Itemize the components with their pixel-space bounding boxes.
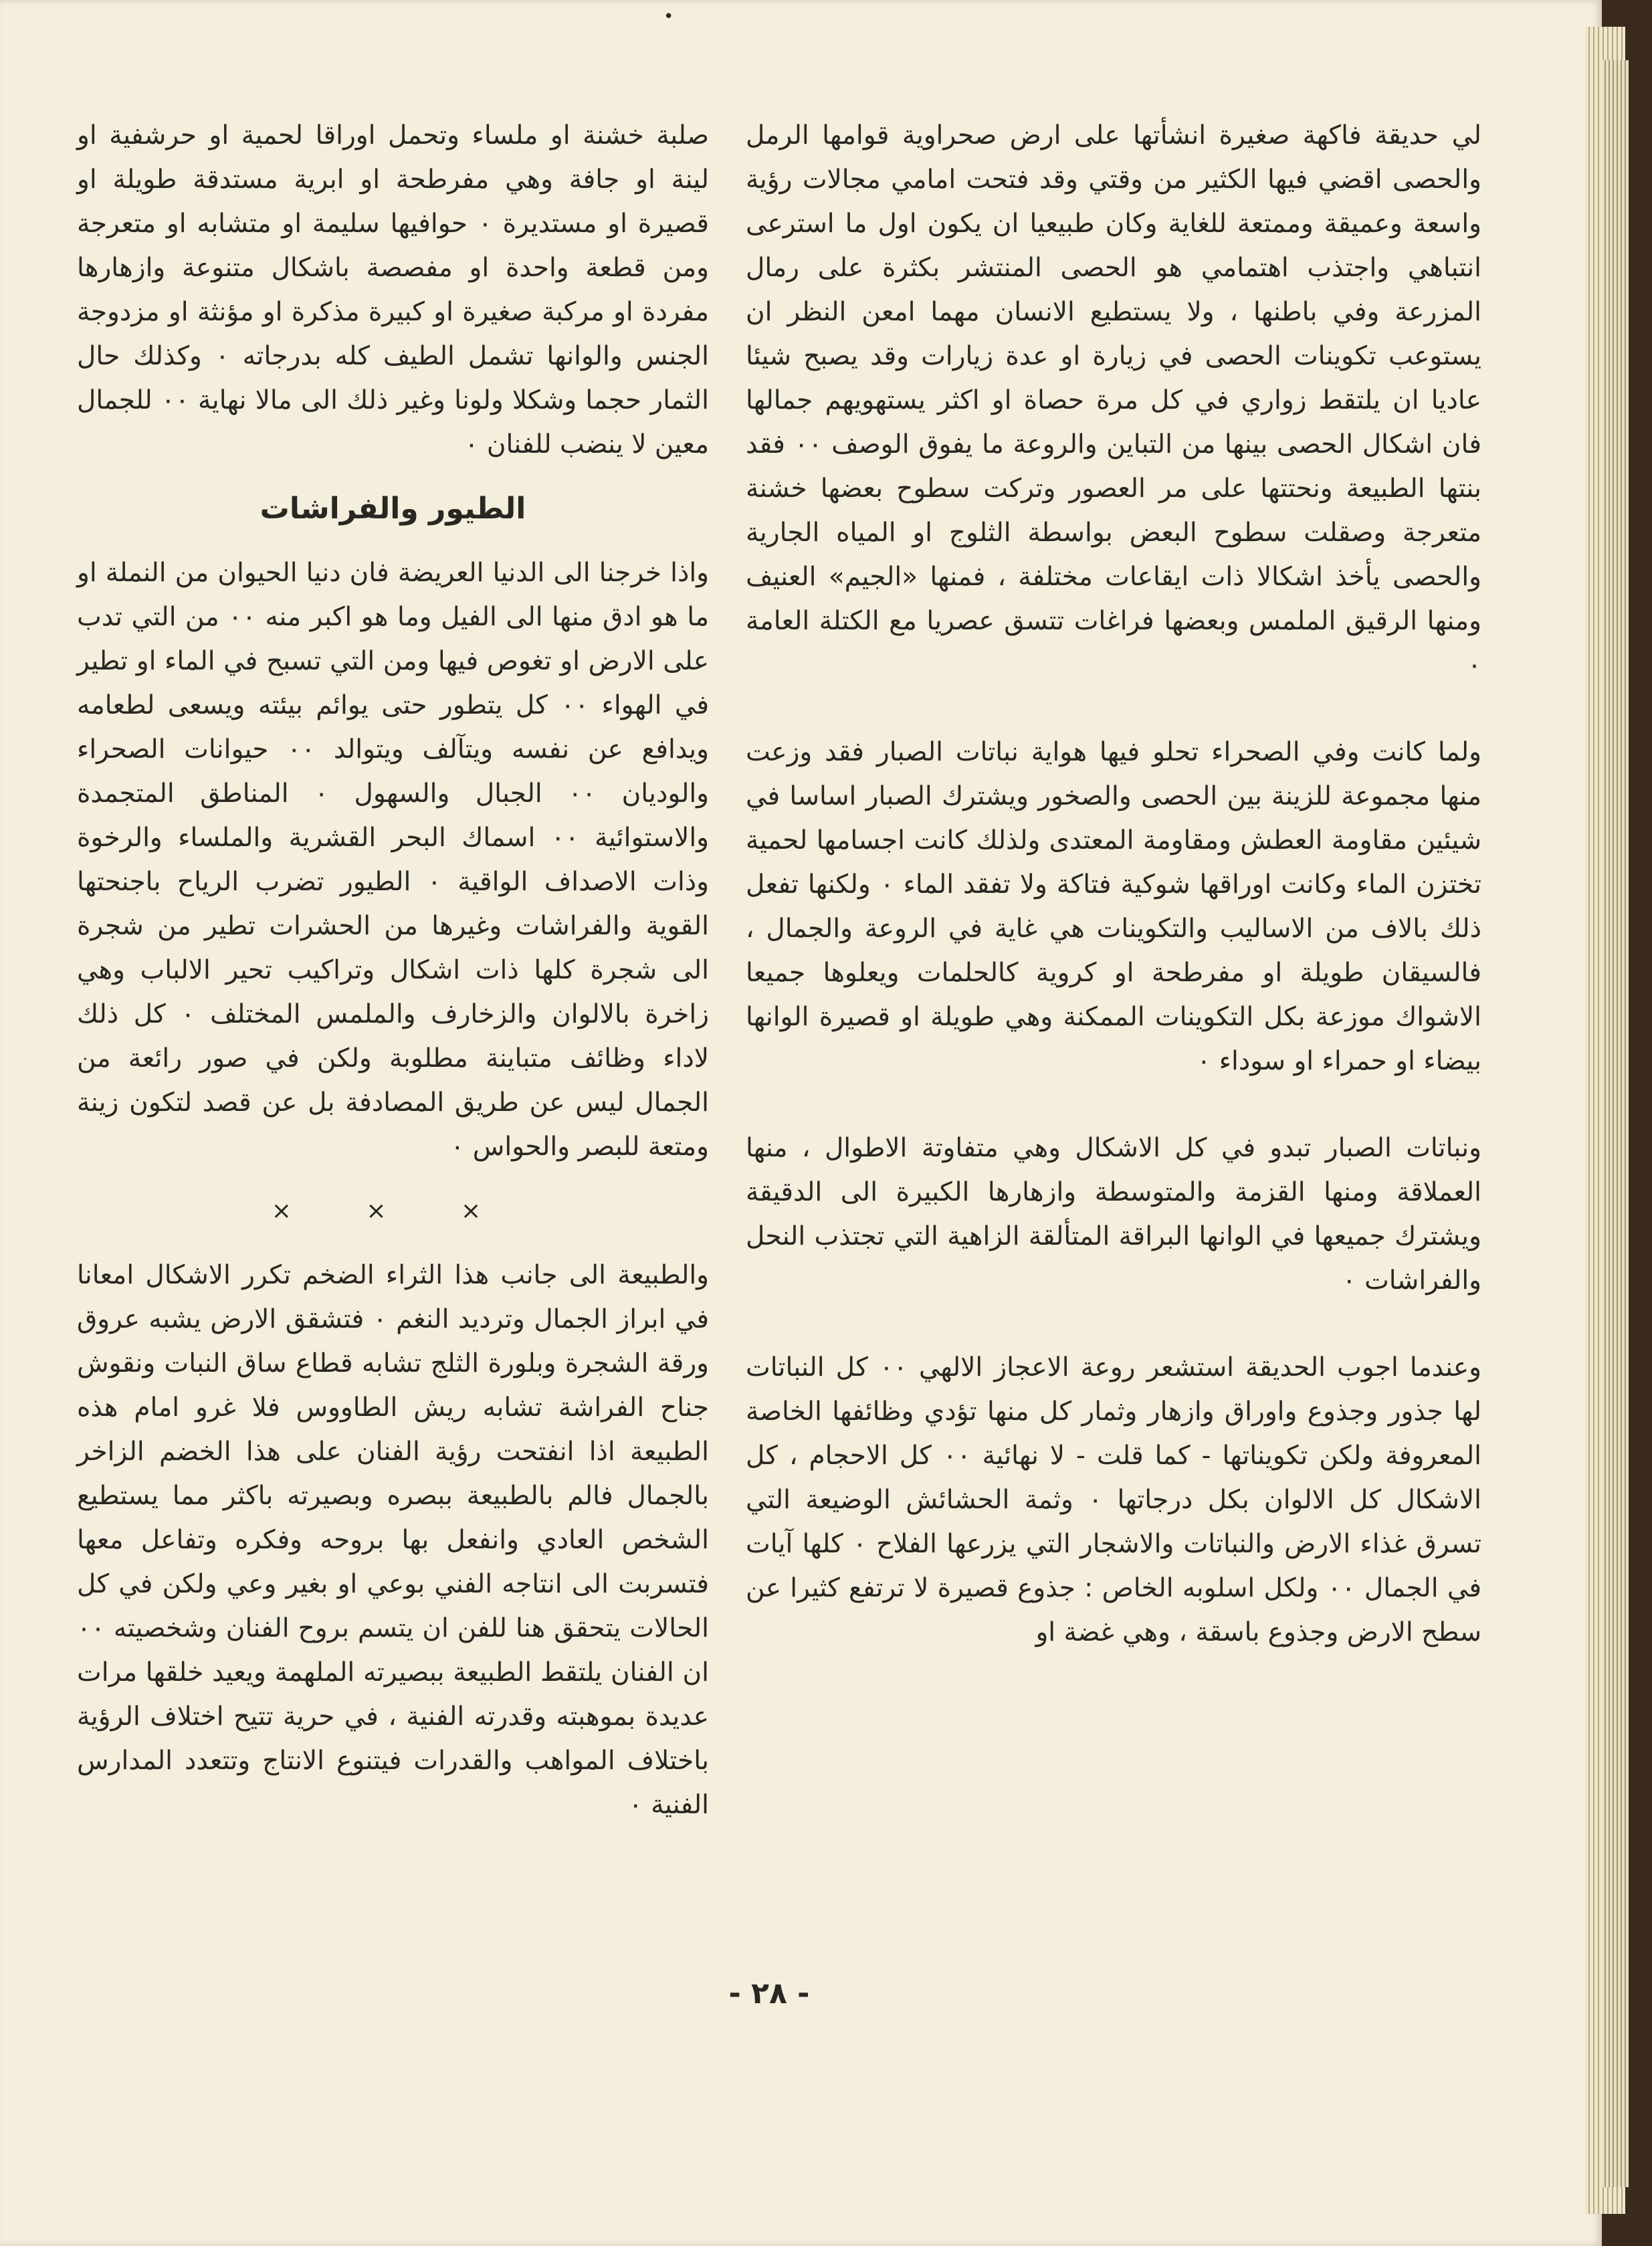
top-mark: • [663, 7, 674, 27]
paragraph-pebbles: لي حديقة فاكهة صغيرة انشأتها على ارض صحراوية قوامها الرمل والحصى اقضي فيها الكثير من وقتي وقد فتحت امامي مجالات رؤية واسعة وعميقة وممتعة للغاية وكان طبيعيا ان يكون اول ما استرعى انتباهي واجتذب اهتمامي هو الحصى المنتشر بكثرة على رمال المزرعة وفي باطنها ، ولا يستطيع الانسان مهما امعن النظر ان يستوعب تكوينات الحصى في زيارة او عدة زيارات وقد يصبح شيئا عاديا ان يلتقط زواري في كل مرة حصاة او اكثر يستهويهم جمالها فان اشكال الحصى بينها من التباين والروعة ما يفوق الوصف ٠٠ فقد بنتها الطبيعة ونحتتها على مر العصور وتركت سطوح بعضها خشنة متعرجة وصقلت سطوح البعض بواسطة الثلوج او المياه الجارية والحصى يأخذ اشكالا ذات ايقاعات مختلفة ، فمنها «الجيم» العنيف ومنها الرقيق الملمس وبعضها فراغات تتسق عصريا مع الكتلة العامة ٠ [746, 120, 1481, 680]
section-divider: × × × [271, 1197, 515, 1225]
left-column [77, 114, 709, 1870]
page-edges-outer [1602, 60, 1629, 2187]
paragraph-nature-art: والطبيعة الى جانب هذا الثراء الضخم تكرر الاشكال امعانا في ابراز الجمال وترديد النغم ٠ فتشقق الارض يشبه عروق ورقة الشجرة وبلورة الثلج تشابه قطاع ساق النبات ونقوش جناح الفراشة تشابه ريش الطاووس فلا غرو امام هذه الطبيعة اذا انفتحت رؤية الفنان على هذا الخضم الزاخر بالجمال فالم بالطبيعة ببصره وبصيرته باكثر مما يستطيع الشخص العادي وانفعل بها بروحه وفكره وتفاعل معها فتسربت الى انتاجه الفني بوعي او بغير وعي ولكن في كل الحالات يتحقق هنا للفن ان يتسم بروح الفنان وشخصيته ٠٠ ان الفنان يلتقط الطبيعة ببصيرته الملهمة ويعيد خلقها مرات عديدة بموهبته وقدرته الفنية ، في حرية تتيح اختلاف الرؤية باختلاف المواهب والقدرات فيتنوع الانتاج وتتعدد المدارس الفنية ٠ [77, 1260, 710, 1820]
right-column [746, 114, 1481, 1698]
paragraph-cactus-shapes: ونباتات الصبار تبدو في كل الاشكال وهي متفاوتة الاطوال ، منها العملاقة ومنها القزمة والمتوسطة وازهارها الكبيرة الى الدقيقة ويشترك جميعها في الوانها البراقة المتألقة الزاهية التي تجتذب النحل والفراشات ٠ [746, 1133, 1481, 1296]
paragraph-animals: واذا خرجنا الى الدنيا العريضة فان دنيا الحيوان من النملة او ما هو ادق منها الى الفيل وما هو اكبر منه ٠٠ من التي تدب على الارض او تغوص فيها ومن التي تسبح في الماء او تطير في الهواء ٠٠ كل يتطور حتى يوائم بيئته ويسعى لطعامه ويدافع عن نفسه ويتآلف ويتوالد ٠٠ حيوانات الصحراء والوديان ٠٠ الجبال والسهول ٠ المناطق المتجمدة والاستوائية ٠٠ اسماك البحر القشرية والملساء والرخوة وذات الاصداف الواقية ٠ الطيور تضرب الرياح باجنحتها القوية والفراشات وغيرها من الحشرات تطير من شجرة الى شجرة كلها ذات اشكال وتراكيب تحير الالباب وهي زاخرة بالالوان والزخارف والملمس المختلف ٠ كل ذلك لاداء وظائف متباينة مطلوبة ولكن في صور رائعة من الجمال ليس عن طريق المصادفة بل عن قصد لتكون زينة ومتعة للبصر والحواس ٠ [77, 558, 710, 1162]
paragraph-cactus: ولما كانت وفي الصحراء تحلو فيها هواية نباتات الصبار فقد وزعت منها مجموعة للزينة بين الحصى والصخور ويشترك الصبار اساسا في شيئين مقاومة العطش ومقاومة المعتدى ولذلك كانت اجسامها لحمية تختزن الماء وكانت اوراقها شوكية فتاكة ولا تفقد الماء ٠ ولكنها تفعل ذلك بالاف من الاساليب والتكوينات هي غاية في الروعة والجمال ، فالسيقان طويلة او مفرطحة او كروية كالحلمات ويعلوها جميعا الاشواك موزعة بكل التكوينات الممكنة وهي طويلة او قصيرة الوانها بيضاء او حمراء او سوداء ٠ [746, 737, 1482, 1076]
page-number: - ٢٨ - [728, 1976, 810, 2011]
section-heading: الطيور والفراشات [260, 492, 526, 526]
paragraph-leaves: صلبة خشنة او ملساء وتحمل اوراقا لحمية او حرشفية او لينة او جافة وهي مفرطحة او ابرية مستدقة طويلة او قصيرة او مستديرة ٠ حوافيها سليمة او متشابه او متعرجة ومن قطعة واحدة او مفصصة باشكال متنوعة وازهارها مفردة او مركبة صغيرة او كبيرة مذكرة او مؤنثة او مزدوجة الجنس والوانها تشمل الطيف كله بدرجاته ٠ وكذلك حال الثمار حجما وشكلا ولونا وغير ذلك الى مالا نهاية ٠٠ للجمال معين لا ينضب للفنان ٠ [77, 120, 709, 460]
paragraph-garden-miracle: وعندما اجوب الحديقة استشعر روعة الاعجاز الالهي ٠٠ كل النباتات لها جذور وجذوع واوراق وازهار وثمار كل منها تؤدي وظائفها الخاصة المعروفة ولكن تكويناتها - كما قلت - لا نهائية ٠٠ كل الاحجام ، كل الاشكال كل الالوان بكل درجاتها ٠ وثمة الحشائش الوضيعة التي تسرق غذاء الارض والنباتات والاشجار التي يزرعها الفلاح ٠ كلها آيات في الجمال ٠٠ ولكل اسلوبه الخاص : جذوع قصيرة لا ترتفع كثيرا عن سطح الارض وجذوع باسقة ، وهي غضة او [746, 1352, 1482, 1647]
